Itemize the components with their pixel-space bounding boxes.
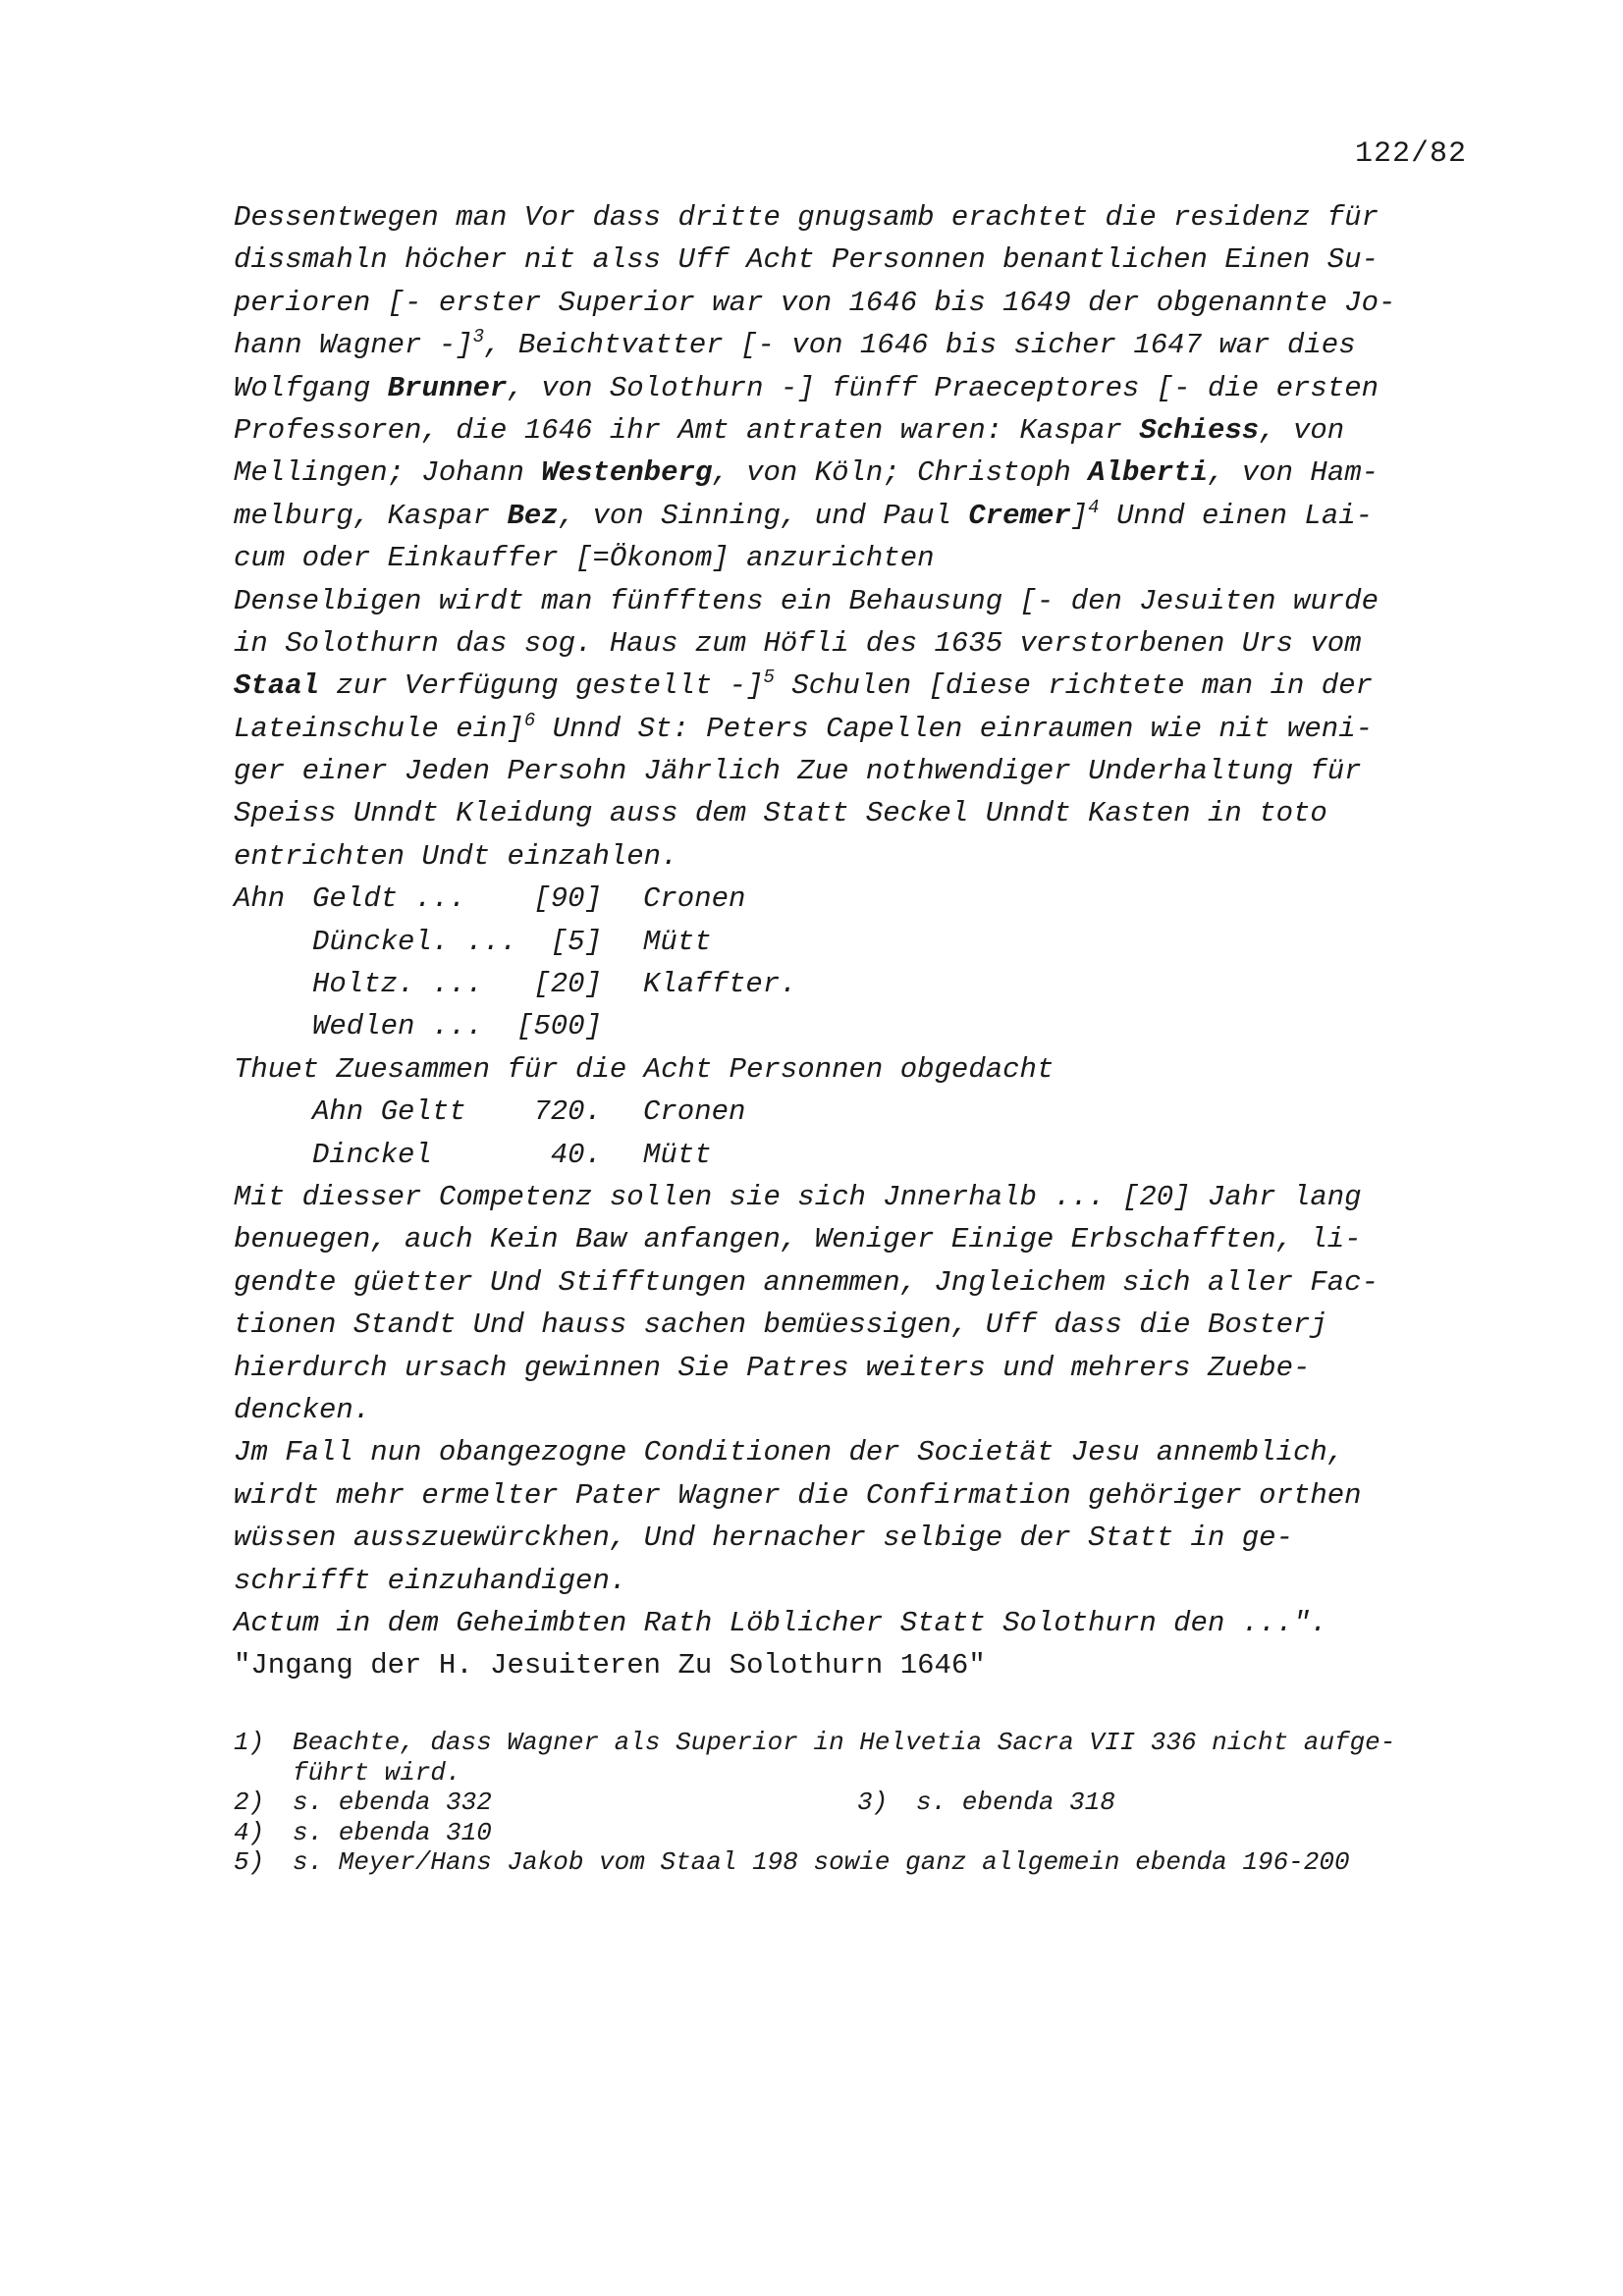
footnote-ref: 5 <box>763 667 775 689</box>
footnote <box>234 1728 1490 1758</box>
table-row <box>234 878 1490 920</box>
row-unit: Mütt <box>643 925 712 958</box>
footnote-number: 3) <box>857 1788 889 1817</box>
row-item: Holtz. ... <box>312 968 484 1001</box>
row-amount: [500] <box>515 1010 602 1043</box>
text-segment: Schulen [diese richtete man in der <box>774 669 1374 703</box>
text-segment: Mellingen; Johann <box>234 456 542 490</box>
row-unit: Cronen <box>643 882 746 916</box>
text-line: gendte güetter Und Stifftungen annemmen, Jngleichem sich aller Fac- <box>234 1265 1379 1299</box>
text-segment: zur Verfügung gestellt -] <box>319 669 764 703</box>
row-lead: Ahn <box>234 882 286 916</box>
text-segment: hann Wagner -] <box>234 329 473 362</box>
footnote-text: s. ebenda 310 <box>293 1817 492 1847</box>
text-line: Thuet Zuesammen für die Acht Personnen obgedacht <box>234 1052 1055 1086</box>
text-line <box>234 708 1490 750</box>
row-unit: Klaffter. <box>643 968 797 1001</box>
text-line: Speiss Unndt Kleidung auss dem Statt Seckel Unndt Kasten in toto <box>234 797 1327 830</box>
row-item: Dünckel. ... <box>312 925 517 958</box>
footnote-number: 1) <box>234 1728 265 1757</box>
name-westenberg: Westenberg <box>541 456 713 490</box>
footnote <box>234 1818 1490 1848</box>
row-item: Wedlen ... <box>312 1010 484 1043</box>
text-line: Denselbigen wirdt man fünfftens ein Behausung [- den Jesuiten wurde <box>234 584 1379 617</box>
main-text <box>234 196 1490 1687</box>
name-staal: Staal <box>234 669 320 703</box>
name-cremer: Cremer <box>968 499 1071 532</box>
text-line: schrifft einzuhandigen. <box>234 1564 627 1597</box>
footnote-ref: 4 <box>1088 496 1100 518</box>
row-amount: 40. <box>550 1138 602 1171</box>
row-item: Dinckel <box>312 1138 432 1171</box>
row-item: Geldt ... <box>312 882 466 916</box>
document-title-line: "Jngang der H. Jesuiteren Zu Solothurn 1646" <box>234 1649 986 1682</box>
text-line: cum oder Einkauffer [=Ökonom] anzurichten <box>234 542 935 575</box>
row-item: Ahn Geltt <box>312 1095 466 1129</box>
text-line: tionen Standt Und hauss sachen bemüessigen, Uff dass die Bosterj <box>234 1308 1327 1342</box>
text-line <box>234 367 1490 409</box>
text-segment: melburg, Kaspar <box>234 499 508 532</box>
text-segment: , von Köln; Christoph <box>712 456 1089 490</box>
text-line: dissmahln höcher nit alss Uff Acht Personnen benantlichen Einen Su- <box>234 243 1379 277</box>
footnotes <box>234 1728 1490 1878</box>
table-row <box>234 1005 1490 1047</box>
footnote-text: s. ebenda 332 <box>293 1788 492 1817</box>
footnote-text: Beachte, dass Wagner als Superior in Helvetia Sacra VII 336 nicht aufge- <box>293 1728 1396 1757</box>
name-bez: Bez <box>507 499 559 532</box>
footnote <box>234 1788 1490 1818</box>
name-schiess: Schiess <box>1139 413 1260 447</box>
text-segment: , von Ham- <box>1208 456 1380 490</box>
text-line: ger einer Jeden Persohn Jährlich Zue nothwendiger Underhaltung für <box>234 755 1362 788</box>
row-unit: Cronen <box>643 1095 746 1129</box>
footnote-continuation: führt wird. <box>293 1757 461 1788</box>
text-segment: , Beichtvatter [- von 1646 bis sicher 1647 war dies <box>484 329 1356 362</box>
text-line <box>234 665 1490 707</box>
row-amount: 720. <box>533 1095 602 1129</box>
footnote-text: s. ebenda 318 <box>916 1788 1115 1817</box>
row-amount: [5] <box>550 925 602 958</box>
table-row <box>234 921 1490 963</box>
text-line <box>234 495 1490 537</box>
page-number: 122/82 <box>1355 137 1468 171</box>
text-line: Actum in dem Geheimbten Rath Löblicher Statt Solothurn den ...". <box>234 1606 1327 1639</box>
text-line: Dessentwegen man Vor dass dritte gnugsamb erachtet die residenz für <box>234 201 1379 234</box>
text-line: Jm Fall nun obangezogne Conditionen der Societät Jesu annemblich, <box>234 1436 1345 1469</box>
text-segment: , von <box>1259 413 1345 447</box>
text-segment: Unnd St: Peters Capellen einraumen wie nit weni- <box>535 712 1374 745</box>
text-segment: ] <box>1070 499 1089 532</box>
footnote-ref: 6 <box>523 709 536 731</box>
row-amount: [20] <box>533 968 602 1001</box>
text-segment: , von Sinning, und Paul <box>558 499 969 532</box>
text-line: benuegen, auch Kein Baw anfangen, Weniger Einige Erbschafften, li- <box>234 1223 1362 1256</box>
text-segment: , von Solothurn -] fünff Praeceptores [- die ersten <box>507 371 1380 404</box>
text-line <box>234 324 1490 366</box>
footnote-number: 5) <box>234 1847 265 1877</box>
table-row <box>234 963 1490 1005</box>
text-line <box>234 452 1490 494</box>
text-line: dencken. <box>234 1393 371 1426</box>
footnote-ref: 3 <box>472 326 485 348</box>
text-line: wüssen ausszuewürckhen, Und hernacher selbige der Statt in ge- <box>234 1522 1293 1555</box>
total-row <box>234 1134 1490 1176</box>
text-line: entrichten Undt einzahlen. <box>234 839 678 873</box>
total-row <box>234 1091 1490 1133</box>
name-brunner: Brunner <box>387 371 508 404</box>
text-line: in Solothurn das sog. Haus zum Höfli des 1635 verstorbenen Urs vom <box>234 626 1362 660</box>
row-unit: Mütt <box>643 1138 712 1171</box>
footnote-number: 4) <box>234 1817 265 1847</box>
text-segment: Wolfgang <box>234 371 388 404</box>
footnote-text: s. Meyer/Hans Jakob vom Staal 198 sowie ganz allgemein ebenda 196-200 <box>293 1847 1350 1877</box>
text-line: wirdt mehr ermelter Pater Wagner die Confirmation gehöriger orthen <box>234 1478 1362 1512</box>
footnote-number: 2) <box>234 1788 265 1817</box>
text-segment: Unnd einen Lai- <box>1099 499 1374 532</box>
name-alberti: Alberti <box>1088 456 1208 490</box>
row-amount: [90] <box>533 882 602 916</box>
text-line: Mit diesser Competenz sollen sie sich Jnnerhalb ... [20] Jahr lang <box>234 1180 1362 1213</box>
text-segment: Lateinschule ein] <box>234 712 524 745</box>
footnote <box>234 1847 1490 1878</box>
text-segment: Professoren, die 1646 ihr Amt antraten waren: Kaspar <box>234 413 1140 447</box>
text-line: perioren [- erster Superior war von 1646 bis 1649 der obgenannte Jo- <box>234 286 1396 319</box>
text-line <box>234 409 1490 452</box>
text-line: hierdurch ursach gewinnen Sie Patres weiters und mehrers Zuebe- <box>234 1351 1311 1384</box>
